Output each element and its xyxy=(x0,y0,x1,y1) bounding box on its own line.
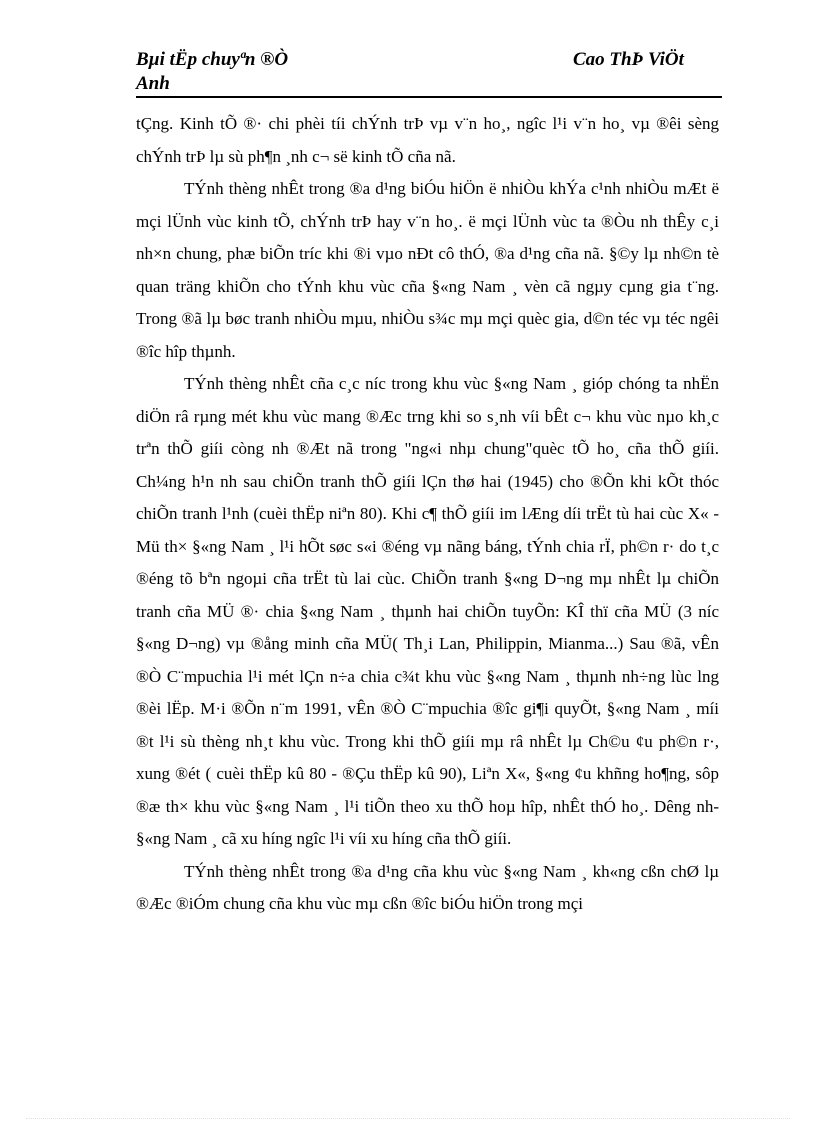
header-title-line-1: Bµi tËp chuyªn ®Ò xyxy=(136,49,289,70)
paragraph: TÝnh thèng nhÊt trong ®a d¹ng cña khu vùc §«ng Nam ¸ kh«ng cßn chØ lµ ®Æc ®iÓm chung cña khu vùc mµ cßn ®îc biÓu hiÖn trong mçi xyxy=(136,861,719,913)
header-divider xyxy=(136,96,722,98)
header-author: Cao ThÞ ViÖt xyxy=(573,49,684,70)
paragraph: TÝnh thèng nhÊt trong ®a d¹ng biÓu hiÖn ë nhiÒu khÝa c¹nh nhiÒu mÆt ë mçi lÜnh vùc kinh tÕ, chÝnh trÞ hay v¨n ho¸. ë mçi lÜnh vùc ta ®Òu nh thÊy c¸i nh×n chung, phæ biÕn tríc khi ®i vµo nÐt cô thÓ, ®a d¹ng cña nã. §©y lµ nh©n tè quan träng khiÕn cho tÝnh khu vùc cña §«ng Nam ¸ vèn cã ngµy cµng gia t¨ng. Trong ®ã lµ bøc tranh nhiÒu mµu, nhiÒu s¾c mµ mçi quèc gia, d©n téc vµ téc ngêi ®îc hîp thµnh. xyxy=(136,179,719,361)
header-title-line-2: Anh xyxy=(136,73,170,94)
page-bottom-border xyxy=(26,1118,790,1119)
header-title xyxy=(136,48,288,96)
paragraph: tÇng. Kinh tÕ ®· chi phèi tíi chÝnh trÞ vµ v¨n ho¸, ngîc l¹i v¨n ho¸ vµ ®êi sèng chÝnh trÞ lµ sù ph¶n ¸nh c¬ së kinh tÕ cña nã. xyxy=(136,114,719,166)
body-text xyxy=(136,108,719,921)
page-header xyxy=(136,48,722,98)
paragraph: TÝnh thèng nhÊt cña c¸c níc trong khu vùc §«ng Nam ¸ gióp chóng ta nhËn diÖn râ rµng mét khu vùc mang ®Æc trng khi so s¸nh víi bÊt c¬ khu vùc nµo kh¸c trªn thÕ giíi còng nh ®Æt nã trong "ng«i nhµ chung"quèc tÕ ho¸ cña thÕ giíi. Ch¼ng h¹n nh sau chiÕn tranh thÕ giíi lÇn thø hai (1945) cho ®Õn khi kÕt thóc chiÕn tranh l¹nh (cuèi thËp niªn 80). Khi c¶ thÕ giíi im lÆng díi trËt tù hai cùc X« - Mü th× §«ng Nam ¸ l¹i hÕt søc s«i ®éng vµ nãng báng, tÝnh chia rÏ, ph©n r· do t¸c ®éng tõ bªn ngoµi cña trËt tù lai cùc. ChiÕn tranh §«ng D¬ng mµ nhÊt lµ chiÕn tranh cña MÜ ®· chia §«ng Nam ¸ thµnh hai chiÕn tuyÕn: KÎ thï cña MÜ (3 níc §«ng D¬ng) vµ ®ång minh cña MÜ( Th¸i Lan, Philippin, Mianma...) Sau ®ã, vÊn ®Ò C¨mpuchia l¹i mét lÇn n÷a chia c¾t khu vùc §«ng Nam ¸ thµnh nh÷ng lùc lng ®èi lËp. M·i ®Õn n¨m 1991, vÊn ®Ò C¨mpuchia ®îc gi¶i quyÕt, §«ng Nam ¸ míi ®t l¹i sù thèng nh¸t khu vùc. Trong khi thÕ giíi mµ râ nhÊt lµ Ch©u ¢u ph©n r·, xung ®ét ( cuèi thËp kû 80 - ®Çu thËp kû 90), Liªn X«, §«ng ¢u khñng ho¶ng, sôp ®æ th× khu vùc §«ng Nam ¸ l¹i tiÕn theo xu thÕ hoµ hîp, nhÊt thÓ ho¸. Dêng nh §«ng Nam ¸ cã xu híng ngîc l¹i víi xu híng cña thÕ giíi. xyxy=(136,374,719,848)
